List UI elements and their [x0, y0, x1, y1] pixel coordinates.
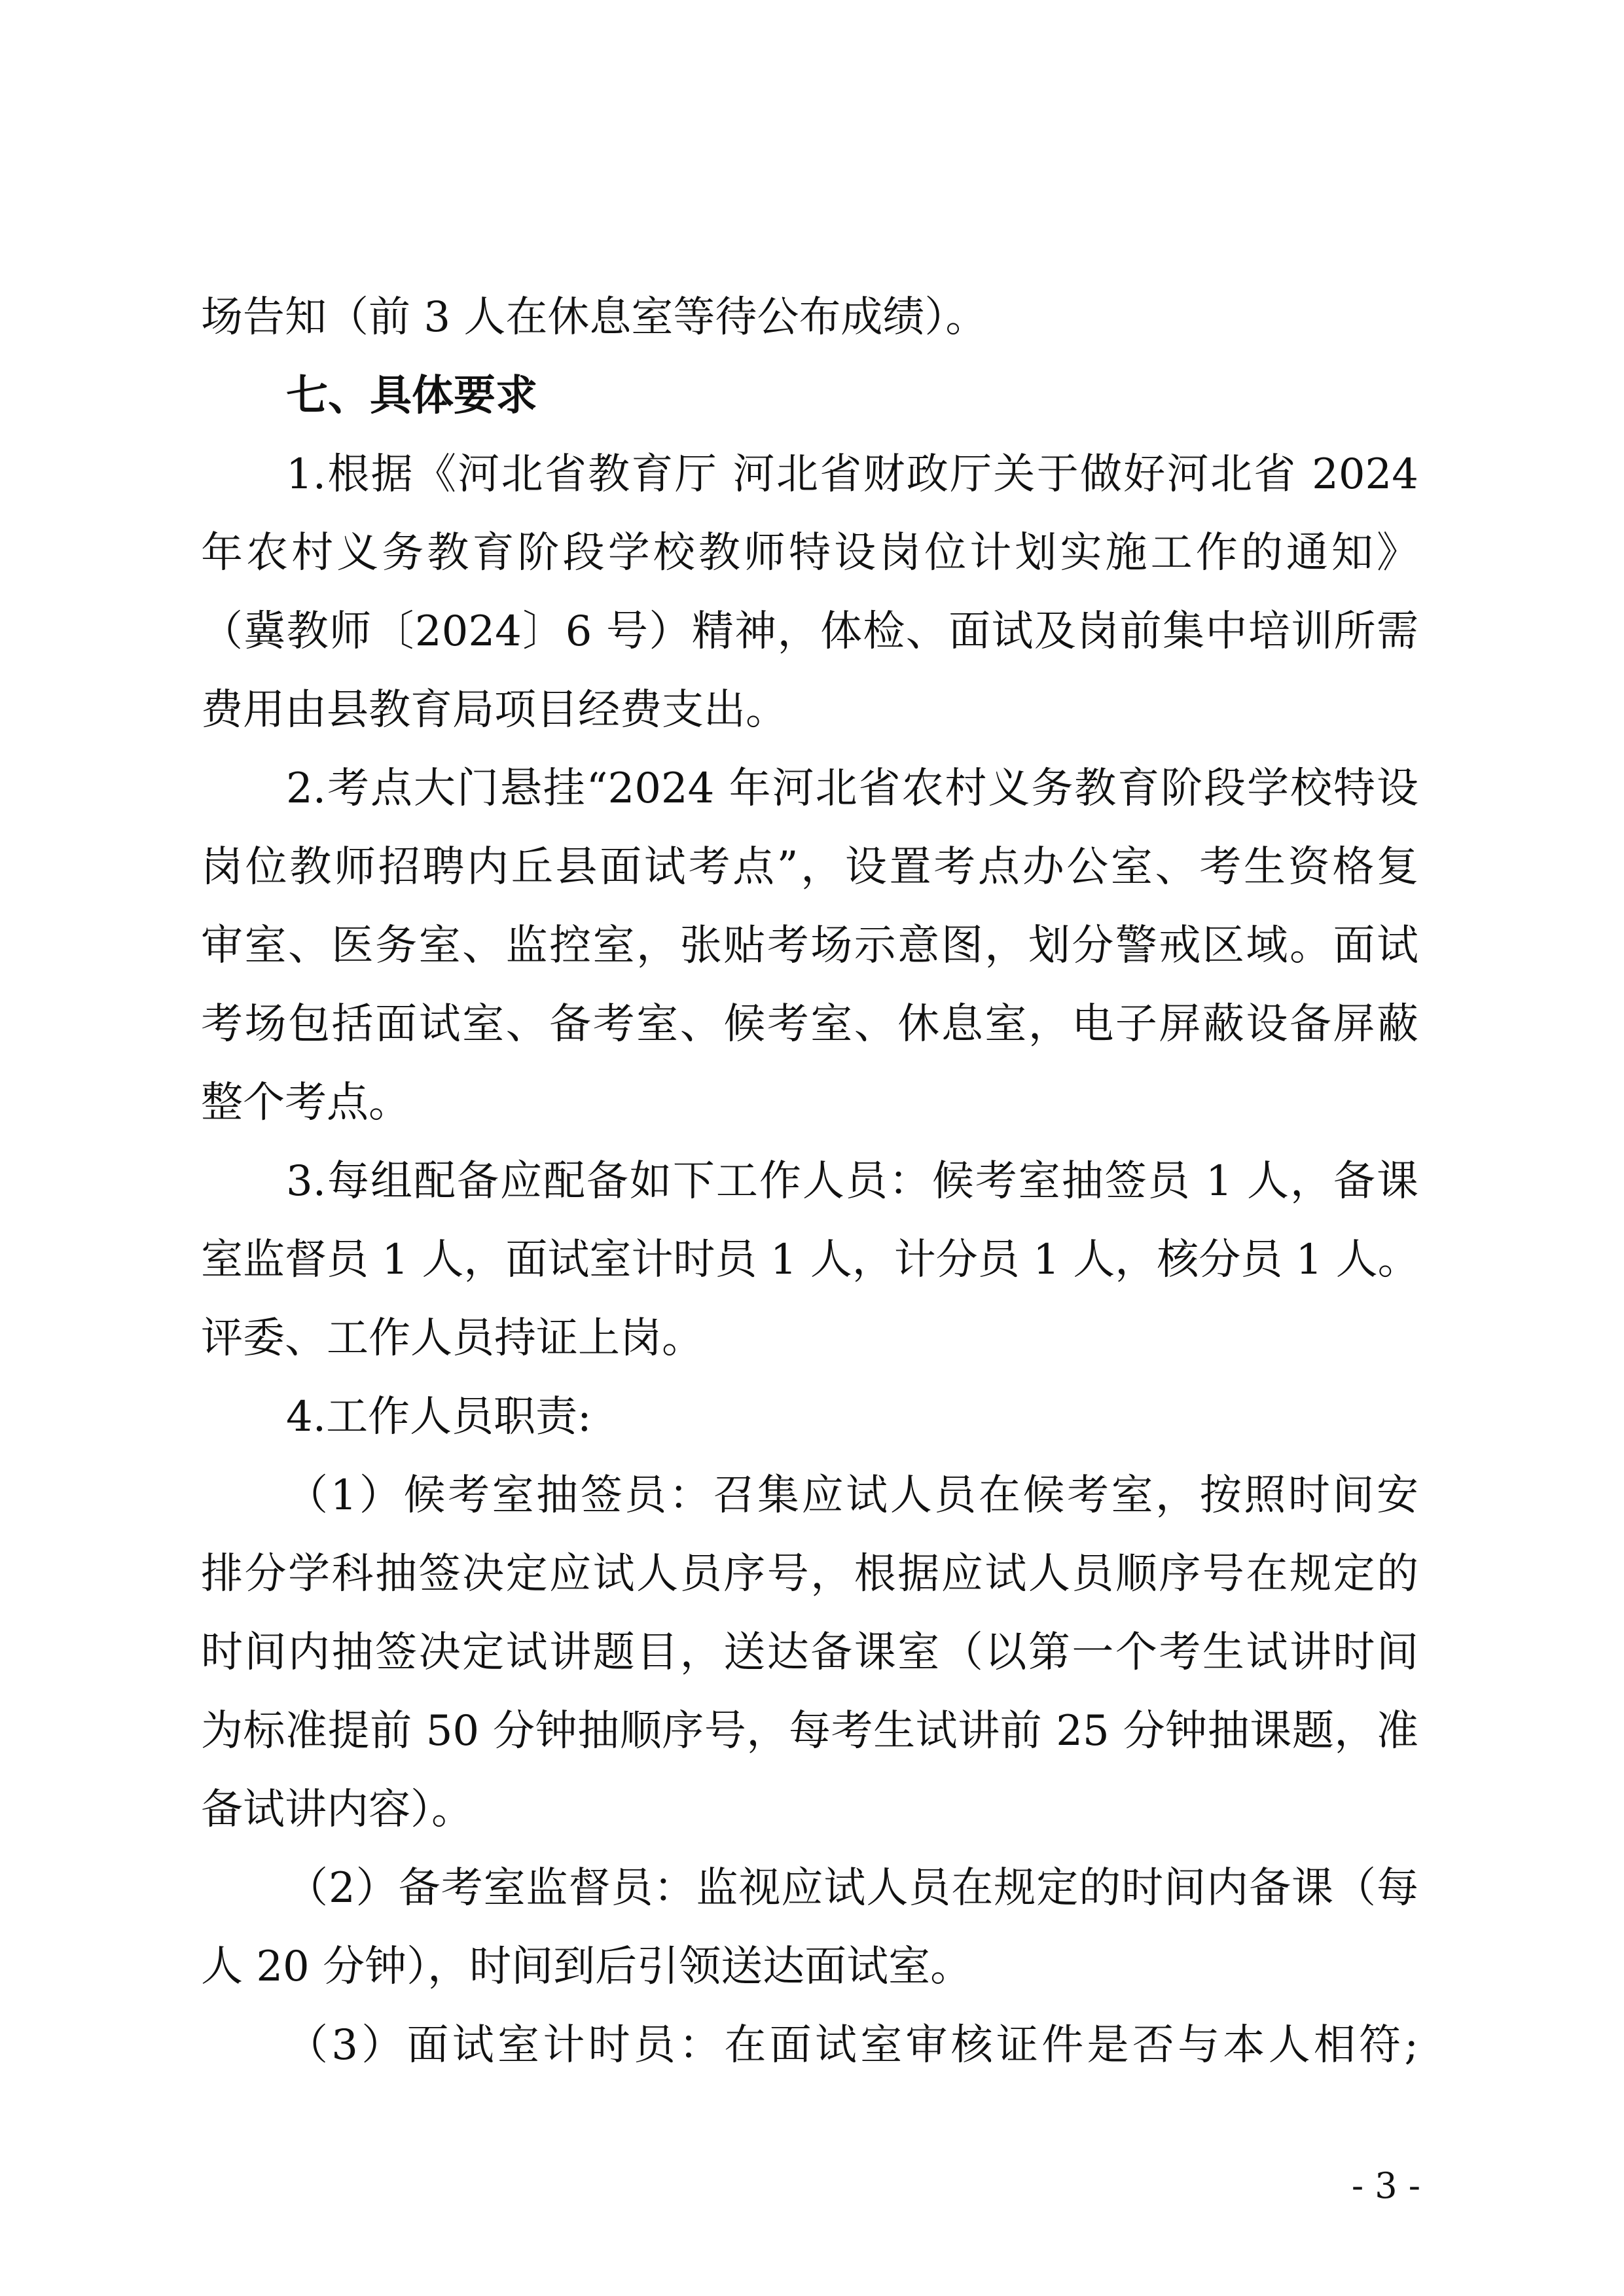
- paragraph-line: 室监督员 1 人，面试室计时员 1 人，计分员 1 人，核分员 1 人。: [201, 1236, 1420, 1284]
- page-number: - 3 -: [1351, 2165, 1420, 2206]
- paragraph-line: （冀教师〔2024〕6 号）精神，体检、面试及岗前集中培训所需: [201, 607, 1418, 656]
- paragraph-line: （3）面试室计时员：在面试室审核证件是否与本人相符;: [286, 2021, 1418, 2070]
- paragraph-line: 2.考点大门悬挂“2024 年河北省农村义务教育阶段学校特设: [286, 764, 1418, 813]
- paragraph-line: 排分学科抽签决定应试人员序号，根据应试人员顺序号在规定的: [201, 1550, 1418, 1598]
- paragraph-line: 4.工作人员职责:: [286, 1393, 592, 1441]
- section-heading: 七、具体要求: [286, 372, 537, 420]
- paragraph-line: 整个考点。: [201, 1079, 410, 1127]
- paragraph-line: 为标准提前 50 分钟抽顺序号，每考生试讲前 25 分钟抽课题，准: [201, 1707, 1418, 1755]
- paragraph-line: 1.根据《河北省教育厅 河北省财政厅关于做好河北省 2024: [286, 450, 1418, 499]
- paragraph-line: 人 20 分钟），时间到后引领送达面试室。: [201, 1943, 973, 1991]
- paragraph-line: （1）候考室抽签员：召集应试人员在候考室，按照时间安: [286, 1471, 1418, 1520]
- paragraph-line: 场告知（前 3 人在休息室等待公布成绩）。: [201, 293, 988, 342]
- paragraph-line: 3.每组配备应配备如下工作人员：候考室抽签员 1 人，备课: [286, 1157, 1418, 1206]
- paragraph-line: 岗位教师招聘内丘县面试考点”，设置考点办公室、考生资格复: [201, 843, 1418, 891]
- paragraph-line: 评委、工作人员持证上岗。: [201, 1314, 704, 1363]
- paragraph-line: 审室、医务室、监控室，张贴考场示意图，划分警戒区域。面试: [201, 922, 1418, 970]
- paragraph-line: 考场包括面试室、备考室、候考室、休息室，电子屏蔽设备屏蔽: [201, 1000, 1418, 1049]
- paragraph-line: 备试讲内容）。: [201, 1785, 473, 1834]
- paragraph-line: 时间内抽签决定试讲题目，送达备课室（以第一个考生试讲时间: [201, 1628, 1418, 1677]
- paragraph-line: （2）备考室监督员：监视应试人员在规定的时间内备课（每: [286, 1864, 1418, 1912]
- paragraph-line: 年农村义务教育阶段学校教师特设岗位计划实施工作的通知》: [201, 529, 1418, 577]
- paragraph-line: 费用由县教育局项目经费支出。: [201, 686, 787, 734]
